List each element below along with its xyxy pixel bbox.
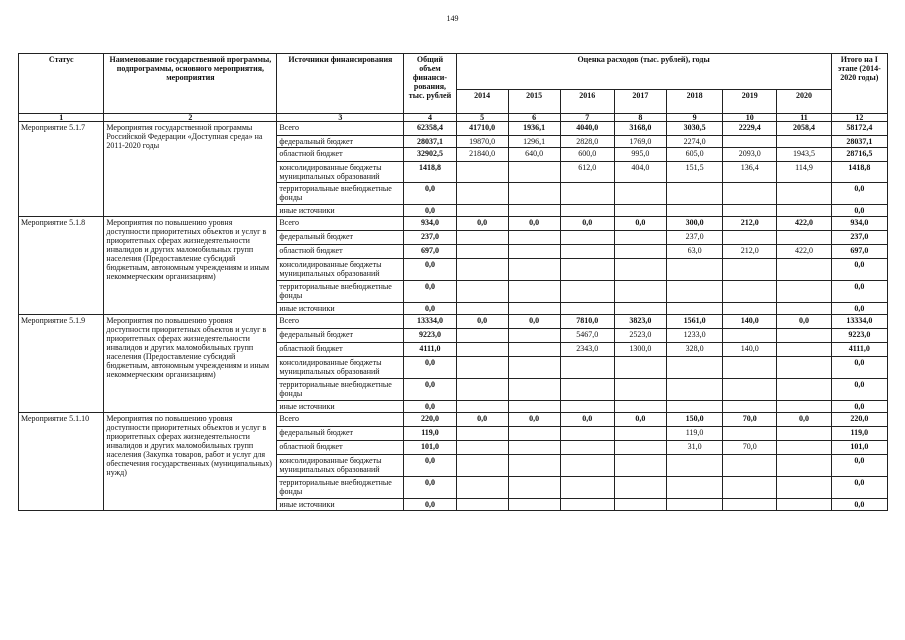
- total-cell: 0,0: [404, 259, 456, 281]
- year-value-cell: [666, 499, 722, 511]
- budget-table: [18, 53, 888, 511]
- year-value-cell: [508, 477, 560, 499]
- column-number: 7: [560, 114, 614, 122]
- year-value-cell: [508, 455, 560, 477]
- year-value-cell: [777, 499, 831, 511]
- year-value-cell: [777, 329, 831, 343]
- year-value-cell: [777, 455, 831, 477]
- year-value-cell: [666, 183, 722, 205]
- year-value-cell: [723, 136, 777, 148]
- total-cell: 0,0: [404, 477, 456, 499]
- year-value-cell: 0,0: [456, 217, 508, 231]
- column-number: 10: [723, 114, 777, 122]
- stage-total-cell: 0,0: [831, 477, 887, 499]
- source-cell: федеральный бюджет: [277, 136, 404, 148]
- year-value-cell: 605,0: [666, 148, 722, 162]
- header-name: Наименование государственной программы, подпрограммы, основного мероприятия, мероприятия: [104, 54, 277, 114]
- source-cell: Всего: [277, 315, 404, 329]
- year-value-cell: [777, 343, 831, 357]
- stage-total-cell: 1418,8: [831, 162, 887, 183]
- year-value-cell: [508, 205, 560, 217]
- year-value-cell: [560, 441, 614, 455]
- measure-name-cell: Мероприятия по повышению уровня доступности приоритетных объектов и услуг в приоритетных сферах жизнедеятельности инвалидов и других маломобильных групп населения (Предоставление субсидий бюджетным, автономным учреждениям и иным некоммерческим организациям): [104, 217, 277, 315]
- year-value-cell: [723, 231, 777, 245]
- year-value-cell: 237,0: [666, 231, 722, 245]
- total-cell: 0,0: [404, 303, 456, 315]
- year-value-cell: [777, 136, 831, 148]
- year-value-cell: [666, 401, 722, 413]
- header-year: 2015: [508, 90, 560, 114]
- header-year: 2018: [666, 90, 722, 114]
- year-value-cell: 212,0: [723, 245, 777, 259]
- year-value-cell: [666, 281, 722, 303]
- source-cell: областной бюджет: [277, 441, 404, 455]
- year-value-cell: [560, 379, 614, 401]
- year-value-cell: [508, 329, 560, 343]
- table-body: [19, 114, 888, 511]
- year-value-cell: [456, 259, 508, 281]
- year-value-cell: [456, 162, 508, 183]
- year-value-cell: [777, 231, 831, 245]
- year-value-cell: [777, 477, 831, 499]
- year-value-cell: [614, 183, 666, 205]
- year-value-cell: 1233,0: [666, 329, 722, 343]
- year-value-cell: 0,0: [456, 413, 508, 427]
- stage-total-cell: 0,0: [831, 357, 887, 379]
- year-value-cell: [723, 477, 777, 499]
- total-cell: 220,0: [404, 413, 456, 427]
- year-value-cell: 0,0: [508, 413, 560, 427]
- year-value-cell: [508, 183, 560, 205]
- year-value-cell: [508, 162, 560, 183]
- year-value-cell: [560, 245, 614, 259]
- year-value-cell: [508, 245, 560, 259]
- year-value-cell: [560, 401, 614, 413]
- source-cell: консолидированные бюджеты муниципальных образований: [277, 162, 404, 183]
- stage-total-cell: 0,0: [831, 303, 887, 315]
- year-value-cell: [614, 499, 666, 511]
- total-cell: 28037,1: [404, 136, 456, 148]
- year-value-cell: [777, 183, 831, 205]
- year-value-cell: 2093,0: [723, 148, 777, 162]
- source-cell: областной бюджет: [277, 148, 404, 162]
- status-cell: Мероприятие 5.1.8: [19, 217, 104, 315]
- total-cell: 237,0: [404, 231, 456, 245]
- column-number: 1: [19, 114, 104, 122]
- year-value-cell: 0,0: [508, 315, 560, 329]
- header-total: Общий объем финанси-рования, тыс. рублей: [404, 54, 456, 114]
- source-cell: федеральный бюджет: [277, 231, 404, 245]
- year-value-cell: [723, 303, 777, 315]
- year-value-cell: 1943,5: [777, 148, 831, 162]
- stage-total-cell: 0,0: [831, 183, 887, 205]
- column-number: 9: [666, 114, 722, 122]
- column-number: 12: [831, 114, 887, 122]
- year-value-cell: [456, 357, 508, 379]
- year-value-cell: [723, 357, 777, 379]
- year-value-cell: 612,0: [560, 162, 614, 183]
- header-year: 2014: [456, 90, 508, 114]
- year-value-cell: [508, 401, 560, 413]
- year-value-cell: 151,5: [666, 162, 722, 183]
- stage-total-cell: 0,0: [831, 379, 887, 401]
- year-value-cell: 3030,5: [666, 122, 722, 136]
- year-value-cell: [723, 499, 777, 511]
- source-cell: территориальные внебюджетные фонды: [277, 281, 404, 303]
- year-value-cell: 0,0: [508, 217, 560, 231]
- total-cell: 13334,0: [404, 315, 456, 329]
- column-number: 11: [777, 114, 831, 122]
- header-sources: Источники финансирования: [277, 54, 404, 114]
- header-estimate: Оценка расходов (тыс. рублей), годы: [456, 54, 831, 90]
- year-value-cell: 1936,1: [508, 122, 560, 136]
- year-value-cell: 114,9: [777, 162, 831, 183]
- stage-total-cell: 9223,0: [831, 329, 887, 343]
- stage-total-cell: 237,0: [831, 231, 887, 245]
- stage-total-cell: 0,0: [831, 499, 887, 511]
- year-value-cell: [777, 259, 831, 281]
- year-value-cell: [508, 427, 560, 441]
- year-value-cell: 212,0: [723, 217, 777, 231]
- year-value-cell: [560, 183, 614, 205]
- total-cell: 0,0: [404, 357, 456, 379]
- year-value-cell: [723, 183, 777, 205]
- year-value-cell: [723, 205, 777, 217]
- year-value-cell: [723, 401, 777, 413]
- year-value-cell: 3168,0: [614, 122, 666, 136]
- year-value-cell: [666, 379, 722, 401]
- year-value-cell: [560, 499, 614, 511]
- year-value-cell: [456, 183, 508, 205]
- total-cell: 62358,4: [404, 122, 456, 136]
- year-value-cell: [666, 205, 722, 217]
- measure-name-cell: Мероприятия по повышению уровня доступности приоритетных объектов и услуг в приоритетных сферах жизнедеятельности инвалидов и других маломобильных групп населения (Предоставление субсидий бюджетным, автономным учреждениям и иным некоммерческим организациям): [104, 315, 277, 413]
- year-value-cell: [614, 455, 666, 477]
- year-value-cell: [777, 427, 831, 441]
- source-cell: консолидированные бюджеты муниципальных образований: [277, 455, 404, 477]
- year-value-cell: 1769,0: [614, 136, 666, 148]
- source-cell: территориальные внебюджетные фонды: [277, 379, 404, 401]
- year-value-cell: 0,0: [777, 315, 831, 329]
- year-value-cell: [508, 259, 560, 281]
- year-value-cell: [560, 427, 614, 441]
- year-value-cell: 0,0: [777, 413, 831, 427]
- year-value-cell: [456, 303, 508, 315]
- total-cell: 9223,0: [404, 329, 456, 343]
- year-value-cell: [614, 357, 666, 379]
- stage-total-cell: 4111,0: [831, 343, 887, 357]
- year-value-cell: 136,4: [723, 162, 777, 183]
- header-status: Статус: [19, 54, 104, 114]
- year-value-cell: [777, 379, 831, 401]
- year-value-cell: [666, 455, 722, 477]
- year-value-cell: 0,0: [560, 413, 614, 427]
- stage-total-cell: 0,0: [831, 401, 887, 413]
- year-value-cell: [456, 329, 508, 343]
- year-value-cell: [456, 231, 508, 245]
- year-value-cell: [614, 477, 666, 499]
- stage-total-cell: 119,0: [831, 427, 887, 441]
- stage-total-cell: 0,0: [831, 205, 887, 217]
- stage-total-cell: 58172,4: [831, 122, 887, 136]
- year-value-cell: 1561,0: [666, 315, 722, 329]
- stage-total-cell: 13334,0: [831, 315, 887, 329]
- year-value-cell: [560, 231, 614, 245]
- total-cell: 0,0: [404, 401, 456, 413]
- year-value-cell: 63,0: [666, 245, 722, 259]
- source-cell: Всего: [277, 413, 404, 427]
- year-value-cell: [508, 343, 560, 357]
- year-value-cell: 0,0: [456, 315, 508, 329]
- year-value-cell: [560, 455, 614, 477]
- year-value-cell: [723, 329, 777, 343]
- year-value-cell: 2343,0: [560, 343, 614, 357]
- year-value-cell: 5467,0: [560, 329, 614, 343]
- total-cell: 0,0: [404, 281, 456, 303]
- year-value-cell: [777, 281, 831, 303]
- source-cell: областной бюджет: [277, 343, 404, 357]
- year-value-cell: [723, 427, 777, 441]
- year-value-cell: [614, 245, 666, 259]
- year-value-cell: [723, 455, 777, 477]
- year-value-cell: [614, 231, 666, 245]
- year-value-cell: 328,0: [666, 343, 722, 357]
- year-value-cell: [456, 401, 508, 413]
- year-value-cell: [456, 477, 508, 499]
- year-value-cell: 422,0: [777, 217, 831, 231]
- status-cell: Мероприятие 5.1.10: [19, 413, 104, 511]
- year-value-cell: [777, 205, 831, 217]
- year-value-cell: [508, 499, 560, 511]
- year-value-cell: [456, 441, 508, 455]
- source-cell: Всего: [277, 217, 404, 231]
- total-cell: 0,0: [404, 499, 456, 511]
- year-value-cell: [614, 303, 666, 315]
- year-value-cell: 0,0: [560, 217, 614, 231]
- source-cell: Всего: [277, 122, 404, 136]
- total-cell: 934,0: [404, 217, 456, 231]
- year-value-cell: 70,0: [723, 441, 777, 455]
- total-cell: 697,0: [404, 245, 456, 259]
- column-number: 2: [104, 114, 277, 122]
- stage-total-cell: 934,0: [831, 217, 887, 231]
- page-number: 149: [446, 14, 459, 23]
- stage-total-cell: 0,0: [831, 455, 887, 477]
- total-cell: 4111,0: [404, 343, 456, 357]
- year-value-cell: [777, 441, 831, 455]
- year-value-cell: [508, 231, 560, 245]
- status-cell: Мероприятие 5.1.7: [19, 122, 104, 217]
- year-value-cell: [560, 259, 614, 281]
- total-cell: 32902,5: [404, 148, 456, 162]
- source-cell: областной бюджет: [277, 245, 404, 259]
- year-value-cell: [456, 499, 508, 511]
- year-value-cell: [456, 281, 508, 303]
- year-value-cell: 1300,0: [614, 343, 666, 357]
- total-cell: 1418,8: [404, 162, 456, 183]
- year-value-cell: 21840,0: [456, 148, 508, 162]
- year-value-cell: 140,0: [723, 343, 777, 357]
- column-number: 6: [508, 114, 560, 122]
- year-value-cell: 995,0: [614, 148, 666, 162]
- year-value-cell: 0,0: [614, 217, 666, 231]
- year-value-cell: 4040,0: [560, 122, 614, 136]
- year-value-cell: [508, 281, 560, 303]
- total-cell: 101,0: [404, 441, 456, 455]
- year-value-cell: 2828,0: [560, 136, 614, 148]
- column-number: 8: [614, 114, 666, 122]
- year-value-cell: [723, 281, 777, 303]
- column-number: 4: [404, 114, 456, 122]
- source-cell: консолидированные бюджеты муниципальных образований: [277, 357, 404, 379]
- year-value-cell: 119,0: [666, 427, 722, 441]
- header-year: 2020: [777, 90, 831, 114]
- year-value-cell: 3823,0: [614, 315, 666, 329]
- year-value-cell: [666, 303, 722, 315]
- header-stage-total: Итого на I этапе (2014-2020 годы): [831, 54, 887, 114]
- source-cell: федеральный бюджет: [277, 427, 404, 441]
- year-value-cell: [777, 357, 831, 379]
- year-value-cell: 0,0: [614, 413, 666, 427]
- header-year: 2016: [560, 90, 614, 114]
- header-year: 2017: [614, 90, 666, 114]
- source-cell: иные источники: [277, 303, 404, 315]
- year-value-cell: 422,0: [777, 245, 831, 259]
- year-value-cell: 404,0: [614, 162, 666, 183]
- year-value-cell: [777, 303, 831, 315]
- year-value-cell: [456, 427, 508, 441]
- year-value-cell: [666, 477, 722, 499]
- status-cell: Мероприятие 5.1.9: [19, 315, 104, 413]
- year-value-cell: [666, 357, 722, 379]
- year-value-cell: 150,0: [666, 413, 722, 427]
- table-row: [19, 122, 888, 136]
- year-value-cell: [456, 379, 508, 401]
- year-value-cell: [508, 379, 560, 401]
- year-value-cell: [560, 281, 614, 303]
- stage-total-cell: 0,0: [831, 259, 887, 281]
- source-cell: территориальные внебюджетные фонды: [277, 183, 404, 205]
- year-value-cell: [456, 343, 508, 357]
- column-number: 3: [277, 114, 404, 122]
- year-value-cell: [508, 303, 560, 315]
- header-year: 2019: [723, 90, 777, 114]
- year-value-cell: [614, 259, 666, 281]
- year-value-cell: [456, 205, 508, 217]
- total-cell: 119,0: [404, 427, 456, 441]
- year-value-cell: 2058,4: [777, 122, 831, 136]
- column-number: 5: [456, 114, 508, 122]
- source-cell: федеральный бюджет: [277, 329, 404, 343]
- year-value-cell: [614, 281, 666, 303]
- year-value-cell: [614, 441, 666, 455]
- year-value-cell: 600,0: [560, 148, 614, 162]
- stage-total-cell: 28716,5: [831, 148, 887, 162]
- table-row: [19, 217, 888, 231]
- year-value-cell: 31,0: [666, 441, 722, 455]
- year-value-cell: 1296,1: [508, 136, 560, 148]
- year-value-cell: [560, 303, 614, 315]
- source-cell: территориальные внебюджетные фонды: [277, 477, 404, 499]
- table-row: [19, 413, 888, 427]
- year-value-cell: [560, 357, 614, 379]
- total-cell: 0,0: [404, 379, 456, 401]
- source-cell: иные источники: [277, 205, 404, 217]
- year-value-cell: [456, 245, 508, 259]
- year-value-cell: [777, 401, 831, 413]
- total-cell: 0,0: [404, 455, 456, 477]
- year-value-cell: 7810,0: [560, 315, 614, 329]
- source-cell: иные источники: [277, 499, 404, 511]
- year-value-cell: 70,0: [723, 413, 777, 427]
- year-value-cell: 140,0: [723, 315, 777, 329]
- year-value-cell: 2229,4: [723, 122, 777, 136]
- total-cell: 0,0: [404, 183, 456, 205]
- total-cell: 0,0: [404, 205, 456, 217]
- year-value-cell: 640,0: [508, 148, 560, 162]
- year-value-cell: 41710,0: [456, 122, 508, 136]
- year-value-cell: [614, 205, 666, 217]
- year-value-cell: [560, 477, 614, 499]
- year-value-cell: [723, 379, 777, 401]
- year-value-cell: [508, 441, 560, 455]
- year-value-cell: [456, 455, 508, 477]
- year-value-cell: [614, 379, 666, 401]
- stage-total-cell: 28037,1: [831, 136, 887, 148]
- source-cell: консолидированные бюджеты муниципальных образований: [277, 259, 404, 281]
- year-value-cell: [614, 401, 666, 413]
- table-header: [19, 54, 888, 114]
- year-value-cell: 300,0: [666, 217, 722, 231]
- year-value-cell: 19870,0: [456, 136, 508, 148]
- stage-total-cell: 101,0: [831, 441, 887, 455]
- year-value-cell: 2523,0: [614, 329, 666, 343]
- table-row: [19, 315, 888, 329]
- stage-total-cell: 697,0: [831, 245, 887, 259]
- year-value-cell: [508, 357, 560, 379]
- stage-total-cell: 220,0: [831, 413, 887, 427]
- year-value-cell: [723, 259, 777, 281]
- measure-name-cell: Мероприятия по повышению уровня доступности приоритетных объектов и услуг в приоритетных сферах жизнедеятельности инвалидов и других маломобильных групп населения (Закупка товаров, работ и услуг для обеспечения государственных (муниципальных) нужд): [104, 413, 277, 511]
- year-value-cell: 2274,0: [666, 136, 722, 148]
- source-cell: иные источники: [277, 401, 404, 413]
- measure-name-cell: Мероприятия государственной программы Российской Федерации «Доступная среда» на 2011-2020 годы: [104, 122, 277, 217]
- year-value-cell: [560, 205, 614, 217]
- stage-total-cell: 0,0: [831, 281, 887, 303]
- column-number-row: [19, 114, 888, 122]
- year-value-cell: [666, 259, 722, 281]
- year-value-cell: [614, 427, 666, 441]
